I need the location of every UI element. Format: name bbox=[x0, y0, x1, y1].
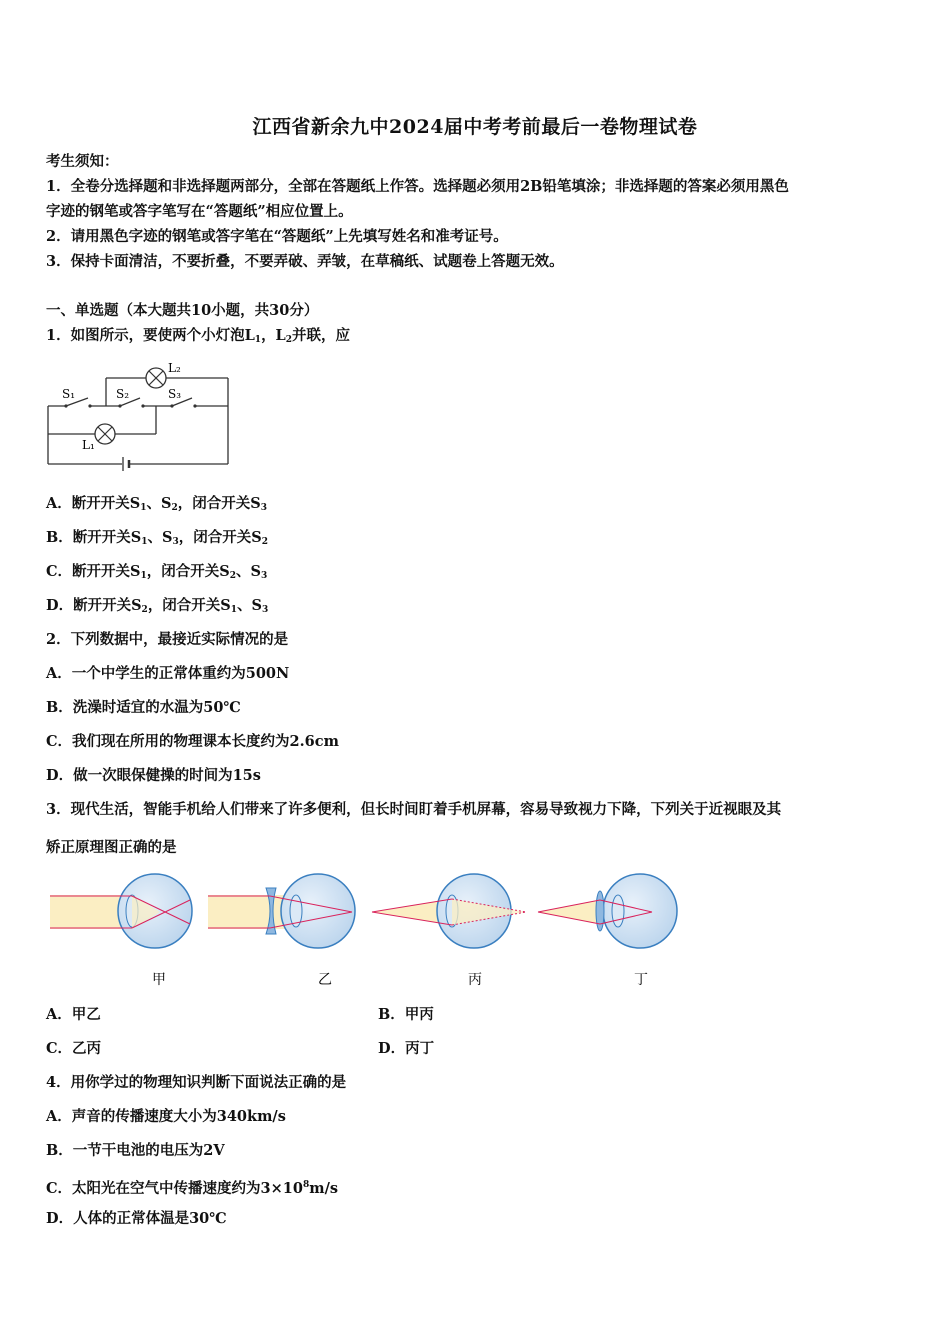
question-1-stem: 1．如图所示，要使两个小灯泡$L_1$，$L_2$并联，应 bbox=[46, 327, 351, 345]
q1-option-a[interactable]: A．断开开关$S_1$、$S_2$，闭合开关$S_3$ bbox=[46, 495, 267, 513]
q3-option-c[interactable]: C．乙丙 bbox=[46, 1040, 102, 1057]
notice-item-1: 1．全卷分选择题和非选择题两部分，全部在答题纸上作答。选择题必须用2B铅笔填涂；非选择题的答案必须用黑色 bbox=[46, 178, 789, 195]
label-s1: S₁ bbox=[62, 387, 76, 401]
label-l1: L₁ bbox=[82, 438, 95, 452]
section-heading: 一、单选题（本大题共10小题，共30分） bbox=[46, 302, 319, 319]
q1-option-b[interactable]: B．断开开关$S_1$、$S_3$，闭合开关$S_2$ bbox=[46, 529, 268, 547]
convex-lens-icon bbox=[596, 891, 604, 931]
label-s3: S₃ bbox=[168, 387, 182, 401]
eye-figure-yi bbox=[208, 874, 355, 948]
question-3-stem: 3．现代生活，智能手机给人们带来了许多便利，但长时间盯着手机屏幕，容易导致视力下降，下列关于近视眼及其 bbox=[46, 801, 782, 818]
switch-s3-contact bbox=[193, 404, 196, 407]
figure-label-ding: 丁 bbox=[634, 972, 648, 988]
crystalline-lens bbox=[612, 895, 624, 927]
q4-option-a[interactable]: A．声音的传播速度大小为340km/s bbox=[46, 1108, 286, 1125]
figure-label-jia: 甲 bbox=[152, 972, 166, 988]
switch-s1-contact bbox=[88, 404, 91, 407]
eye-diagrams bbox=[40, 866, 700, 992]
notice-heading: 考生须知： bbox=[46, 153, 119, 170]
switch-s1-pivot bbox=[64, 404, 67, 407]
q4-option-c[interactable]: C．太阳光在空气中传播速度约为$3\times 10^8m/s$ bbox=[46, 1180, 339, 1197]
label-l2: L₂ bbox=[168, 361, 181, 375]
q1-option-c[interactable]: C．断开开关$S_1$，闭合开关$S_2$、$S_3$ bbox=[46, 563, 268, 581]
q4-option-d[interactable]: D．人体的正常体温是30℃ bbox=[46, 1210, 227, 1227]
q2-option-b[interactable]: B．洗澡时适宜的水温为50℃ bbox=[46, 699, 241, 716]
eye-figure-jia bbox=[50, 874, 192, 948]
label-s2: S₂ bbox=[116, 387, 130, 401]
notice-item-2: 2．请用黑色字迹的钢笔或答字笔在“答题纸”上先填写姓名和准考证号。 bbox=[46, 228, 508, 245]
q2-option-a[interactable]: A．一个中学生的正常体重约为500N bbox=[46, 665, 290, 682]
figure-label-yi: 乙 bbox=[318, 972, 332, 988]
switch-s2-contact bbox=[141, 404, 144, 407]
q3-option-a[interactable]: A．甲乙 bbox=[46, 1006, 101, 1023]
q2-option-c[interactable]: C．我们现在所用的物理课本长度约为2.6cm bbox=[46, 733, 339, 750]
q1-option-d[interactable]: D．断开开关$S_2$，闭合开关$S_1$、$S_3$ bbox=[46, 597, 269, 615]
notice-item-1-cont: 字迹的钢笔或答字笔写在“答题纸”相应位置上。 bbox=[46, 203, 353, 220]
q3-option-b[interactable]: B．甲丙 bbox=[378, 1006, 434, 1023]
eye-figure-ding bbox=[538, 874, 677, 948]
question-4-stem: 4．用你学过的物理知识判断下面说法正确的是 bbox=[46, 1074, 347, 1091]
lamp-l1-icon bbox=[95, 424, 115, 444]
switch-s2-pivot bbox=[118, 404, 121, 407]
q3-option-d[interactable]: D．丙丁 bbox=[378, 1040, 435, 1057]
notice-item-3: 3．保持卡面清洁，不要折叠，不要弄破、弄皱，在草稿纸、试题卷上答题无效。 bbox=[46, 253, 564, 270]
eye-figure-bing bbox=[372, 874, 526, 948]
page-title: 江西省新余九中2024届中考考前最后一卷物理试卷 bbox=[252, 116, 698, 138]
question-2-stem: 2．下列数据中，最接近实际情况的是 bbox=[46, 631, 289, 648]
q2-option-d[interactable]: D．做一次眼保健操的时间为15s bbox=[46, 767, 261, 784]
switch-s3-pivot bbox=[170, 404, 173, 407]
circuit-diagram bbox=[40, 356, 240, 474]
question-3-stem-cont: 矫正原理图正确的是 bbox=[46, 839, 177, 856]
figure-label-bing: 丙 bbox=[468, 972, 482, 988]
q4-option-b[interactable]: B．一节干电池的电压为2V bbox=[46, 1142, 225, 1159]
lamp-l2-icon bbox=[146, 368, 166, 388]
